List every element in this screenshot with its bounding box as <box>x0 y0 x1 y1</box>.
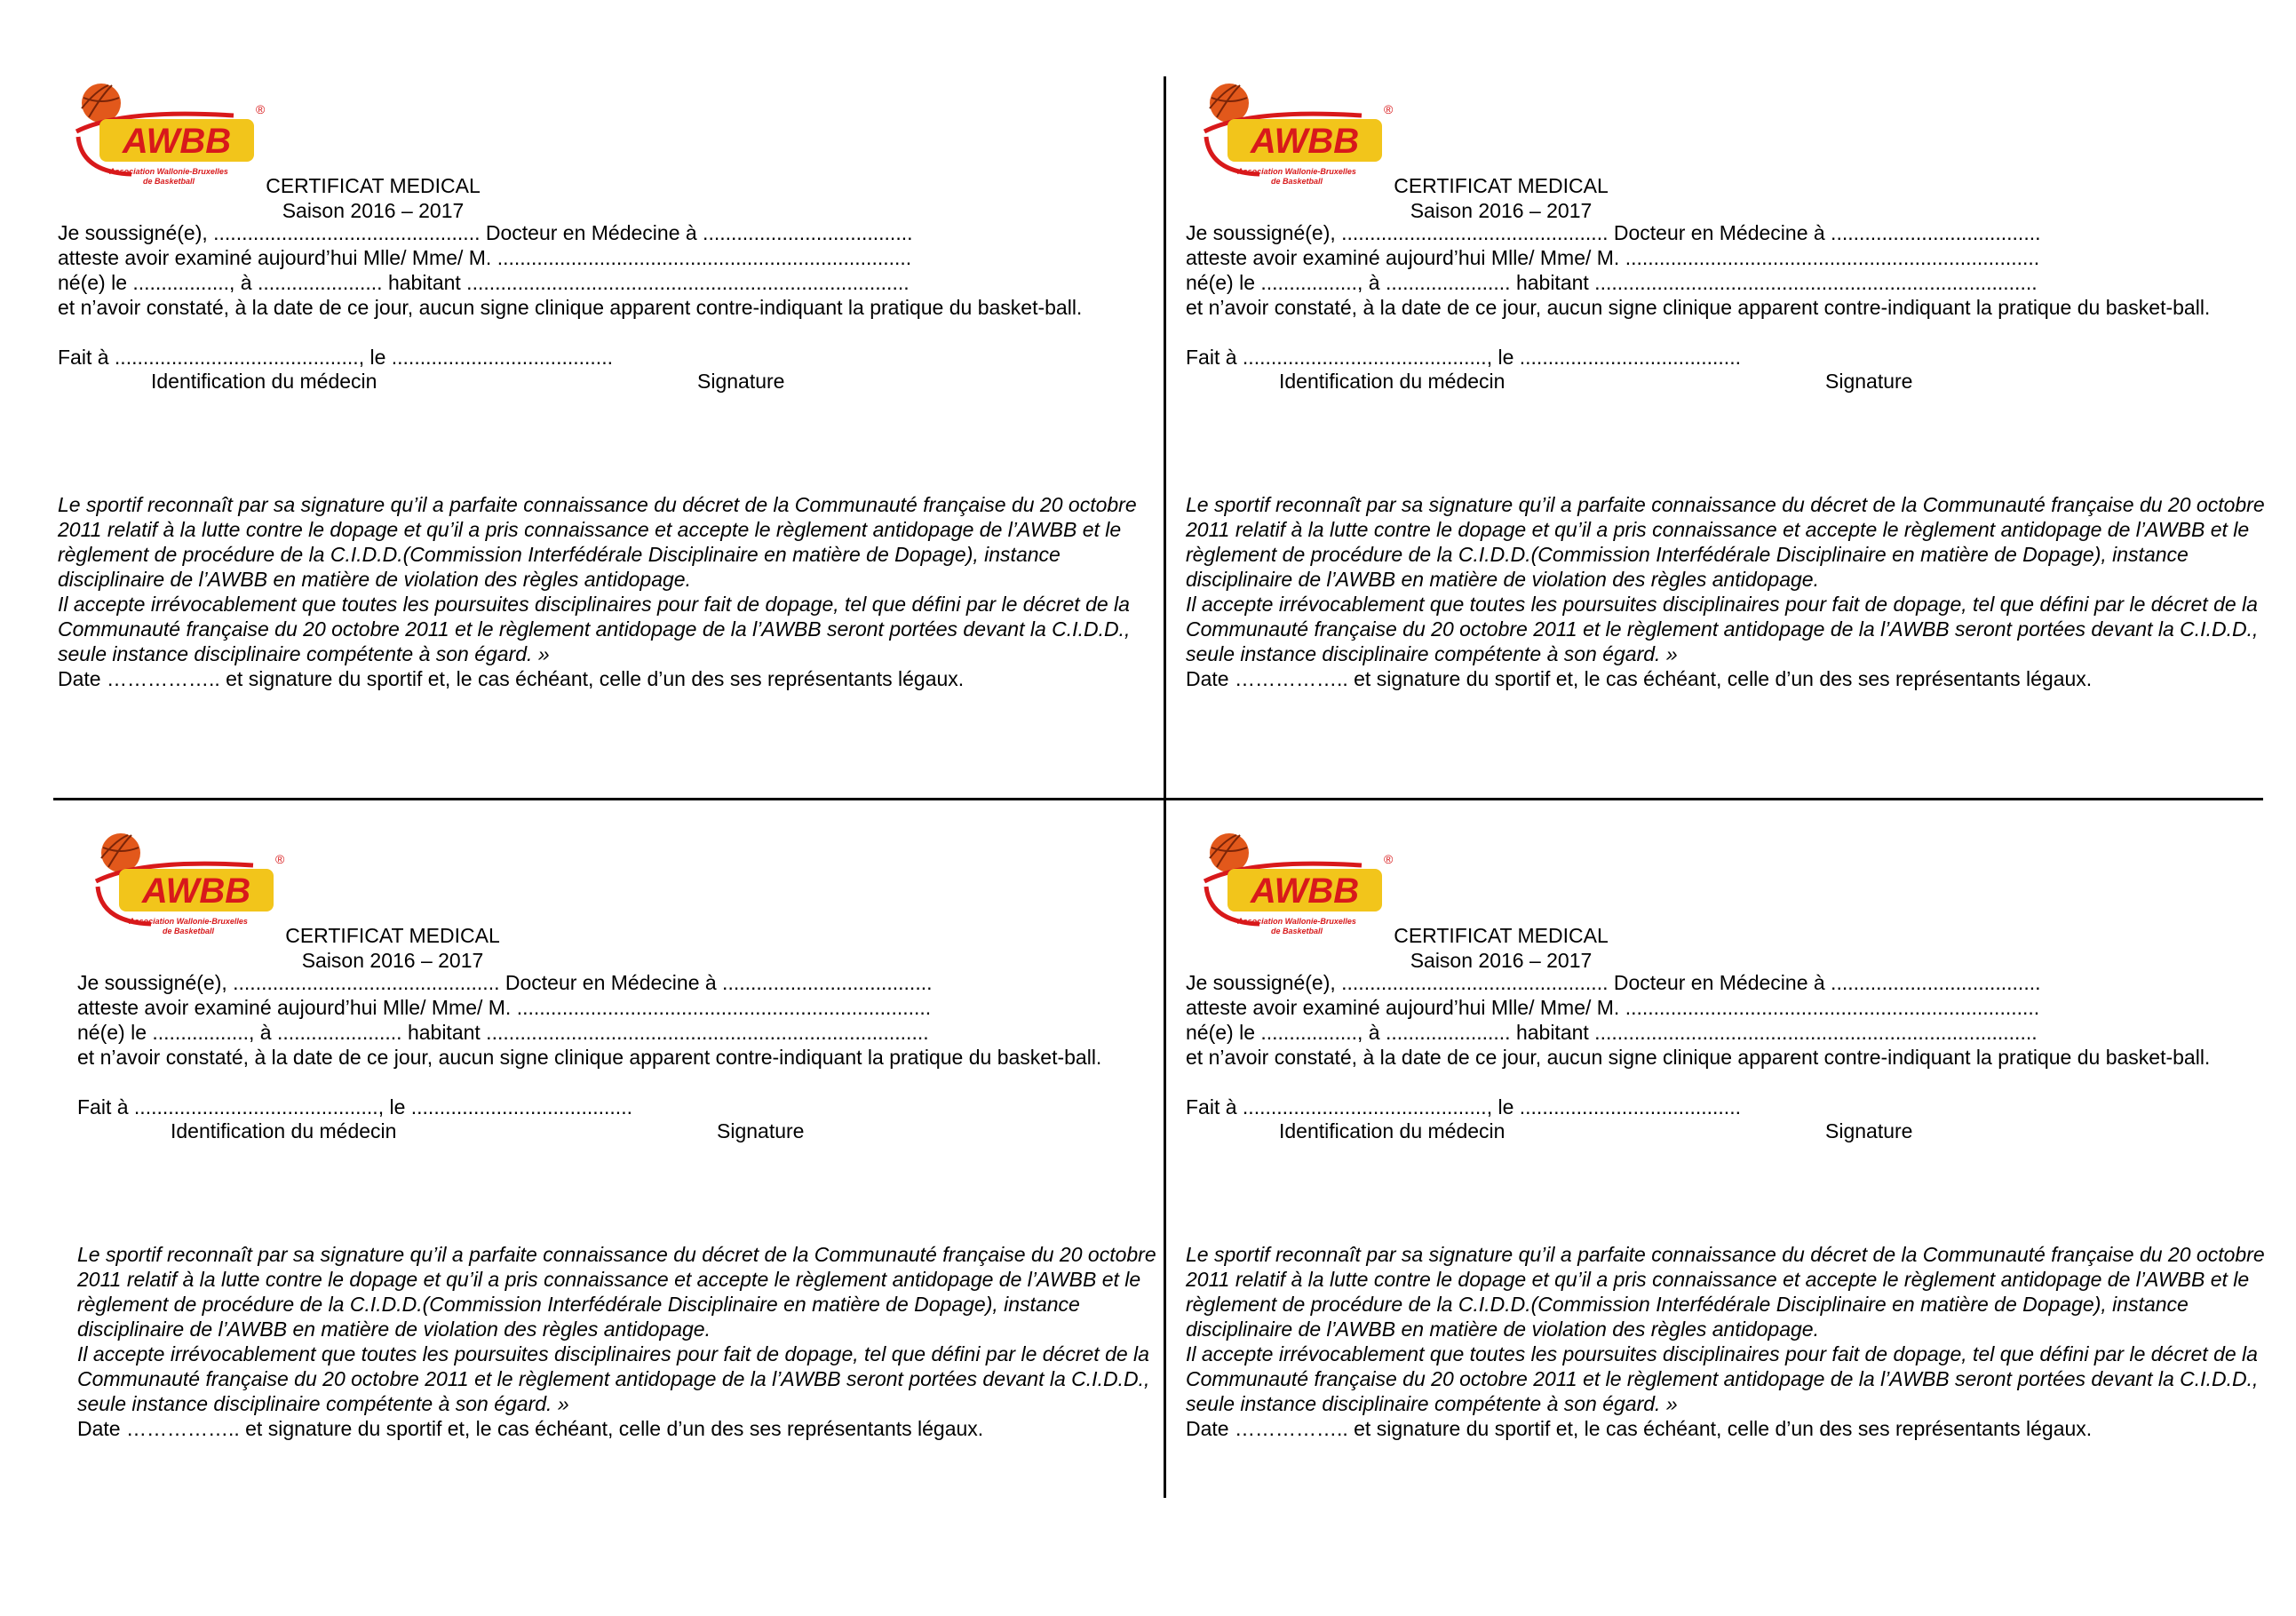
svg-text:AWBB: AWBB <box>122 122 232 161</box>
doctor-id-label: Identification du médecin <box>151 370 377 393</box>
examined-line: atteste avoir examiné aujourd’hui Mlle/ Mme/ M. ......................................................................... <box>58 246 912 269</box>
athlete-date-line: Date …………….. et signature du sportif et, le cas échéant, celle d’un des ses représentants légaux. <box>1186 667 2093 690</box>
svg-text:Association Wallonie-Bruxelles: Association Wallonie-Bruxelles <box>129 917 248 926</box>
svg-text:®: ® <box>275 852 285 866</box>
svg-text:®: ® <box>256 102 266 116</box>
declaration-text: Le sportif reconnaît par sa signature qu’il a parfaite connaissance du décret de la Communauté française du 20 octobre 2011 relatif à la lutte contre le dopage et qu’il a pris connaissance et accepte le règlement antidopage de l’AWBB et le règlement de procédure de la C.I.D.D.(Commission Interfédérale Disciplinaire en matière de Dopage), instance disciplinaire de l’AWBB en matière de violation des règles antidopage. <box>58 493 1137 591</box>
svg-text:de Basketball: de Basketball <box>162 927 215 935</box>
season-label: Saison 2016 – 2017 <box>301 949 484 972</box>
birth-line: né(e) le ................., à ...................... habitant .............................................................................. <box>58 271 910 294</box>
finding-text: et n’avoir constaté, à la date de ce jour, aucun signe clinique apparent contre-indiquant la pratique du basket-ball. <box>1186 1046 2211 1069</box>
certificate-card <box>73 828 1165 1539</box>
certificate-card <box>53 78 1146 789</box>
finding-text: et n’avoir constaté, à la date de ce jour, aucun signe clinique apparent contre-indiquant la pratique du basket-ball. <box>77 1046 1102 1069</box>
doctor-line: Je soussigné(e), ............................................... Docteur en Médecine à ..................................... <box>77 971 933 994</box>
place-date-line: Fait à ..........................................., le ....................................... <box>58 346 613 369</box>
athlete-date-line: Date …………….. et signature du sportif et, le cas échéant, celle d’un des ses représentants légaux. <box>58 667 965 690</box>
season-label: Saison 2016 – 2017 <box>1410 199 1593 222</box>
doctor-id-label: Identification du médecin <box>171 1119 397 1142</box>
doctor-line: Je soussigné(e), ............................................... Docteur en Médecine à ..................................... <box>1186 221 2041 244</box>
place-date-line: Fait à ..........................................., le ....................................... <box>77 1095 632 1118</box>
place-date-line: Fait à ..........................................., le ....................................... <box>1186 1095 1741 1118</box>
certificate-card <box>1181 828 2274 1539</box>
svg-text:de Basketball: de Basketball <box>1270 177 1323 186</box>
doctor-line: Je soussigné(e), ............................................... Docteur en Médecine à ..................................... <box>58 221 913 244</box>
svg-text:de Basketball: de Basketball <box>1270 927 1323 935</box>
athlete-date-line: Date …………….. et signature du sportif et, le cas échéant, celle d’un des ses représentants légaux. <box>77 1417 984 1440</box>
finding-text: et n’avoir constaté, à la date de ce jour, aucun signe clinique apparent contre-indiquant la pratique du basket-ball. <box>1186 296 2211 319</box>
athlete-date-line: Date …………….. et signature du sportif et, le cas échéant, celle d’un des ses représentants légaux. <box>1186 1417 2093 1440</box>
declaration-text: Le sportif reconnaît par sa signature qu’il a parfaite connaissance du décret de la Communauté française du 20 octobre 2011 relatif à la lutte contre le dopage et qu’il a pris connaissance et accepte le règlement antidopage de l’AWBB et le règlement de procédure de la C.I.D.D.(Commission Interfédérale Disciplinaire en matière de Dopage), instance disciplinaire de l’AWBB en matière de violation des règles antidopage. <box>77 1243 1156 1341</box>
declaration-text-2: Il accepte irrévocablement que toutes les poursuites disciplinaires pour fait de dopage, tel que défini par le décret de la Communauté française du 20 octobre 2011 et le règlement antidopage de la l’AWBB seront portées devant la C.I.D.D., seule instance disciplinaire compétente à son égard. » <box>1186 1342 2259 1415</box>
birth-line: né(e) le ................., à ...................... habitant .............................................................................. <box>77 1021 929 1044</box>
declaration-text-2: Il accepte irrévocablement que toutes les poursuites disciplinaires pour fait de dopage, tel que défini par le décret de la Communauté française du 20 octobre 2011 et le règlement antidopage de la l’AWBB seront portées devant la C.I.D.D., seule instance disciplinaire compétente à son égard. » <box>1186 593 2259 665</box>
birth-line: né(e) le ................., à ...................... habitant .............................................................................. <box>1186 271 2038 294</box>
declaration-text: Le sportif reconnaît par sa signature qu’il a parfaite connaissance du décret de la Communauté française du 20 octobre 2011 relatif à la lutte contre le dopage et qu’il a pris connaissance et accepte le règlement antidopage de l’AWBB et le règlement de procédure de la C.I.D.D.(Commission Interfédérale Disciplinaire en matière de Dopage), instance disciplinaire de l’AWBB en matière de violation des règles antidopage. <box>1186 493 2265 591</box>
place-date-line: Fait à ..........................................., le ....................................... <box>1186 346 1741 369</box>
svg-text:®: ® <box>1384 102 1394 116</box>
certificate-title: CERTIFICAT MEDICAL <box>1394 174 1609 197</box>
signature-label: Signature <box>1825 1119 1913 1142</box>
svg-text:AWBB: AWBB <box>141 872 251 911</box>
examined-line: atteste avoir examiné aujourd’hui Mlle/ Mme/ M. ......................................................................... <box>1186 246 2040 269</box>
certificate-title: CERTIFICAT MEDICAL <box>1394 924 1609 947</box>
doctor-id-label: Identification du médecin <box>1279 370 1506 393</box>
declaration-text-2: Il accepte irrévocablement que toutes les poursuites disciplinaires pour fait de dopage, tel que défini par le décret de la Communauté française du 20 octobre 2011 et le règlement antidopage de la l’AWBB seront portées devant la C.I.D.D., seule instance disciplinaire compétente à son égard. » <box>77 1342 1150 1415</box>
svg-text:AWBB: AWBB <box>1250 872 1360 911</box>
examined-line: atteste avoir examiné aujourd’hui Mlle/ Mme/ M. ......................................................................... <box>77 996 932 1019</box>
examined-line: atteste avoir examiné aujourd’hui Mlle/ Mme/ M. ......................................................................... <box>1186 996 2040 1019</box>
doctor-line: Je soussigné(e), ............................................... Docteur en Médecine à ..................................... <box>1186 971 2041 994</box>
declaration-text: Le sportif reconnaît par sa signature qu’il a parfaite connaissance du décret de la Communauté française du 20 octobre 2011 relatif à la lutte contre le dopage et qu’il a pris connaissance et accepte le règlement antidopage de l’AWBB et le règlement de procédure de la C.I.D.D.(Commission Interfédérale Disciplinaire en matière de Dopage), instance disciplinaire de l’AWBB en matière de violation des règles antidopage. <box>1186 1243 2265 1341</box>
declaration-text-2: Il accepte irrévocablement que toutes les poursuites disciplinaires pour fait de dopage, tel que défini par le décret de la Communauté française du 20 octobre 2011 et le règlement antidopage de la l’AWBB seront portées devant la C.I.D.D., seule instance disciplinaire compétente à son égard. » <box>58 593 1131 665</box>
signature-label: Signature <box>697 370 785 393</box>
svg-text:Association Wallonie-Bruxelles: Association Wallonie-Bruxelles <box>109 167 228 176</box>
doctor-id-label: Identification du médecin <box>1279 1119 1506 1142</box>
svg-text:Association Wallonie-Bruxelles: Association Wallonie-Bruxelles <box>1237 167 1356 176</box>
certificate-title: CERTIFICAT MEDICAL <box>285 924 500 947</box>
signature-label: Signature <box>717 1119 805 1142</box>
certificate-card <box>1181 78 2274 789</box>
signature-label: Signature <box>1825 370 1913 393</box>
svg-text:®: ® <box>1384 852 1394 866</box>
certificate-title: CERTIFICAT MEDICAL <box>266 174 481 197</box>
svg-text:de Basketball: de Basketball <box>142 177 195 186</box>
svg-text:Association Wallonie-Bruxelles: Association Wallonie-Bruxelles <box>1237 917 1356 926</box>
season-label: Saison 2016 – 2017 <box>1410 949 1593 972</box>
season-label: Saison 2016 – 2017 <box>282 199 465 222</box>
birth-line: né(e) le ................., à ...................... habitant .............................................................................. <box>1186 1021 2038 1044</box>
svg-text:AWBB: AWBB <box>1250 122 1360 161</box>
finding-text: et n’avoir constaté, à la date de ce jour, aucun signe clinique apparent contre-indiquant la pratique du basket-ball. <box>58 296 1083 319</box>
horizontal-cut-line <box>53 798 2263 800</box>
